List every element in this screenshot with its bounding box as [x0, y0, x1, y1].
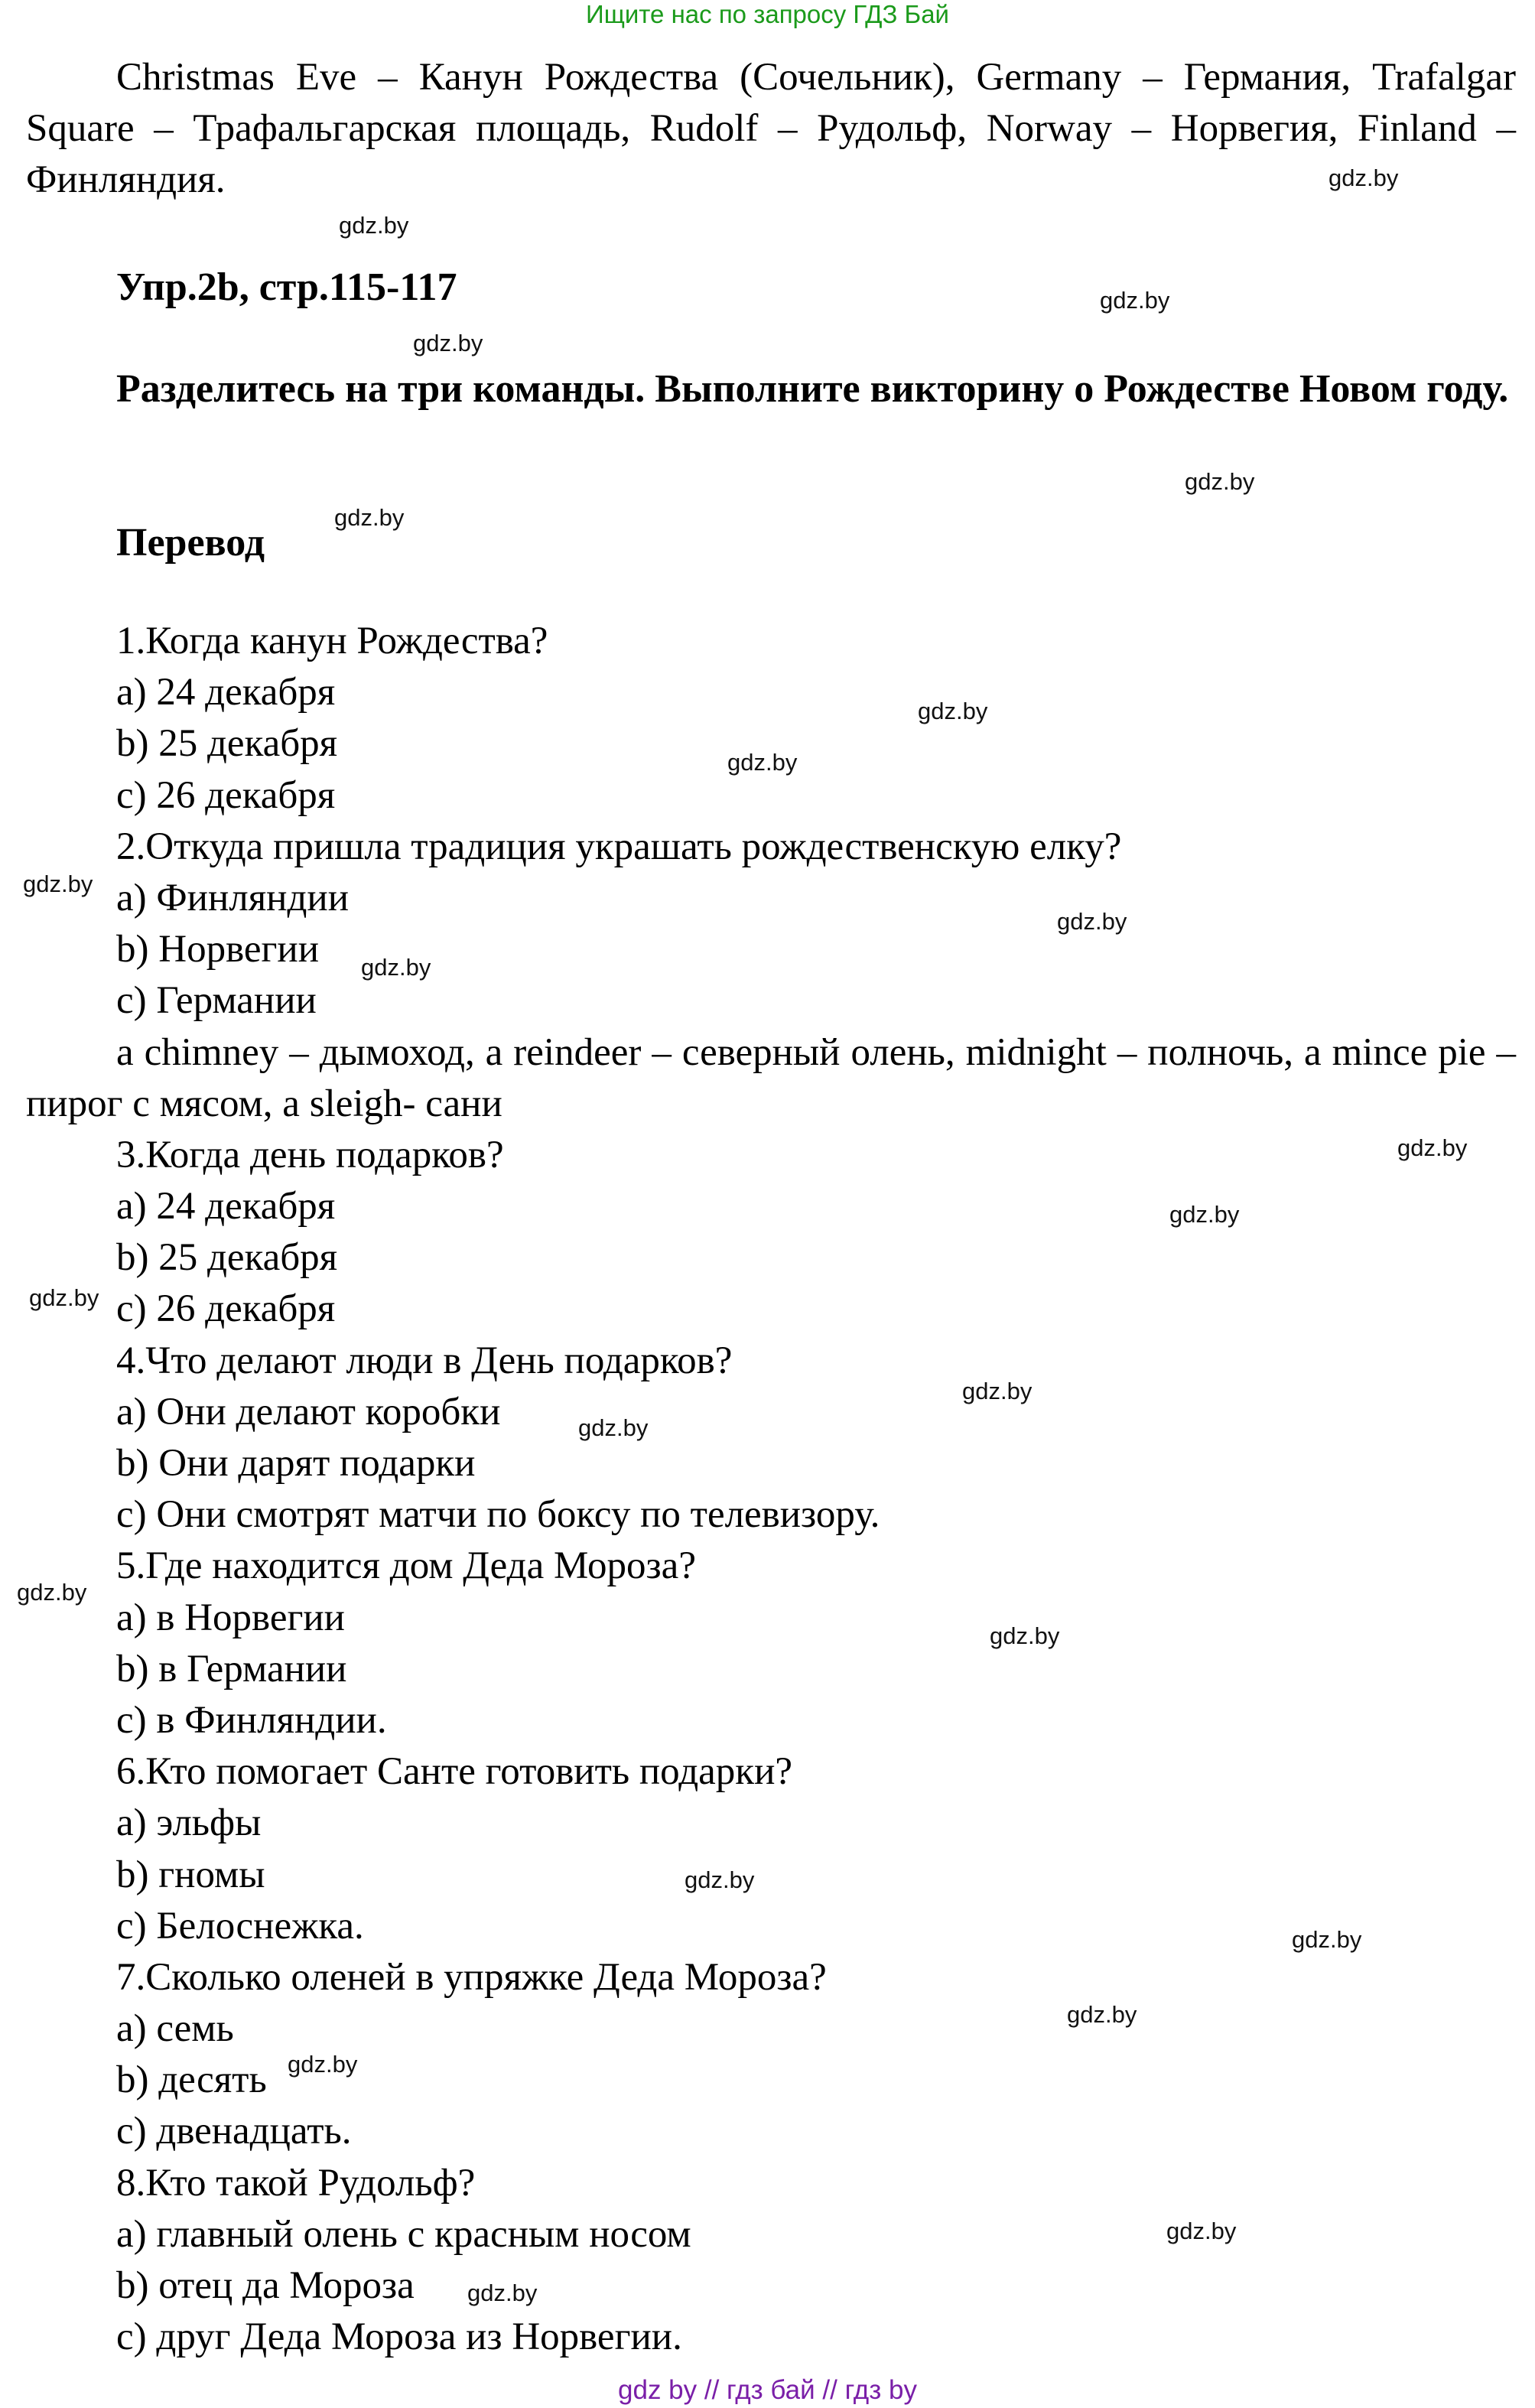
watermark: gdz.by [578, 1414, 649, 1441]
watermark: gdz.by [29, 1284, 99, 1311]
quiz-line: 6.Кто помогает Санте готовить подарки? [116, 1750, 793, 1794]
watermark: gdz.by [685, 1866, 755, 1893]
watermark: gdz.by [990, 1622, 1060, 1649]
watermark: gdz.by [918, 698, 988, 724]
quiz-line: b) в Германии [116, 1647, 347, 1690]
quiz-line: a) в Норвегии [116, 1596, 345, 1639]
task-text: Разделитесь на три команды. Выполните викторину о Рождестве Новом году. [116, 367, 1509, 411]
watermark: gdz.by [334, 504, 405, 531]
quiz-line: c) 26 декабря [116, 1287, 336, 1331]
quiz-line: 7.Сколько оленей в упряжке Деда Мороза? [116, 1955, 827, 1999]
watermark: gdz.by [361, 954, 431, 981]
watermark: gdz.by [23, 870, 93, 897]
watermark: gdz.by [1169, 1201, 1240, 1228]
quiz-line: a) главный олень с красным носом [116, 2212, 691, 2256]
watermark: gdz.by [1067, 2001, 1137, 2028]
quiz-line: c) Они смотрят матчи по боксу по телевизору. [116, 1493, 880, 1537]
watermark: gdz.by [413, 330, 483, 356]
watermark: gdz.by [962, 1378, 1033, 1404]
quiz-line: a) 24 декабря [116, 671, 336, 714]
quiz-line: b) 25 декабря [116, 722, 338, 766]
vocabulary-intro: Christmas Eve – Канун Рождества (Сочельник), Germany – Германия, Trafalgar Square – Трафальгарская площадь, Rudolf – Рудольф, Norway – Норвегия, Finland – Финляндия. [26, 56, 1516, 201]
quiz-line: c) Белоснежка. [116, 1904, 364, 1948]
quiz-line: 3.Когда день подарков? [116, 1133, 504, 1176]
quiz-line: 1.Когда канун Рождества? [116, 620, 548, 662]
quiz-content [26, 616, 1516, 2363]
quiz-line: a) Они делают коробки [116, 1390, 501, 1433]
watermark: gdz.by [288, 2051, 358, 2078]
watermark: gdz.by [339, 212, 409, 239]
quiz-line: 8.Кто такой Рудольф? [116, 2161, 476, 2205]
watermark: gdz.by [1185, 468, 1255, 495]
footer[interactable]: gdz by // гдз бай // гдз by [618, 2375, 917, 2405]
exercise-heading: Упр.2b, стр.115-117 [116, 265, 457, 309]
quiz-line: a) эльфы [116, 1801, 262, 1845]
quiz-line: 2.Откуда пришла традиция украшать рождественскую елку? [116, 825, 1122, 868]
quiz-line: a) Финляндии [116, 876, 349, 919]
translation-heading: Перевод [116, 521, 265, 565]
watermark: gdz.by [1166, 2218, 1237, 2244]
watermark: gdz.by [1292, 1926, 1362, 1953]
quiz-line: c) 26 декабря [116, 773, 336, 817]
quiz-line: b) отец да Мороза [116, 2264, 415, 2308]
watermark: gdz.by [727, 749, 798, 776]
quiz-line: a) 24 декабря [116, 1185, 336, 1228]
quiz-line: c) друг Деда Мороза из Норвегии. [116, 2315, 682, 2359]
watermark: gdz.by [467, 2279, 538, 2306]
watermark: gdz.by [1100, 287, 1170, 314]
watermark: gdz.by [17, 1579, 87, 1606]
quiz-line: c) двенадцать. [116, 2110, 352, 2153]
watermark: gdz.by [1397, 1134, 1468, 1161]
watermark: gdz.by [1328, 164, 1399, 191]
top-banner[interactable]: Ищите нас по запросу ГДЗ Бай [586, 0, 949, 28]
vocabulary-list: a chimney – дымоход, a reindeer – северный олень, midnight – полночь, a mince pie – пирог с мясом, a sleigh- сани [26, 1030, 1516, 1125]
quiz-line: 5.Где находится дом Деда Мороза? [116, 1544, 696, 1588]
quiz-line: c) в Финляндии. [116, 1698, 387, 1742]
quiz-line: b) 25 декабря [116, 1236, 338, 1280]
watermark: gdz.by [1057, 908, 1127, 935]
quiz-line: b) Норвегии [116, 928, 319, 971]
quiz-line: c) Германии [116, 979, 317, 1023]
quiz-line: a) семь [116, 2007, 234, 2051]
quiz-line: b) гномы [116, 1853, 265, 1896]
quiz-line: b) Они дарят подарки [116, 1442, 476, 1485]
quiz-line: 4.Что делают люди в День подарков? [116, 1339, 733, 1382]
quiz-line: b) десять [116, 2058, 267, 2102]
